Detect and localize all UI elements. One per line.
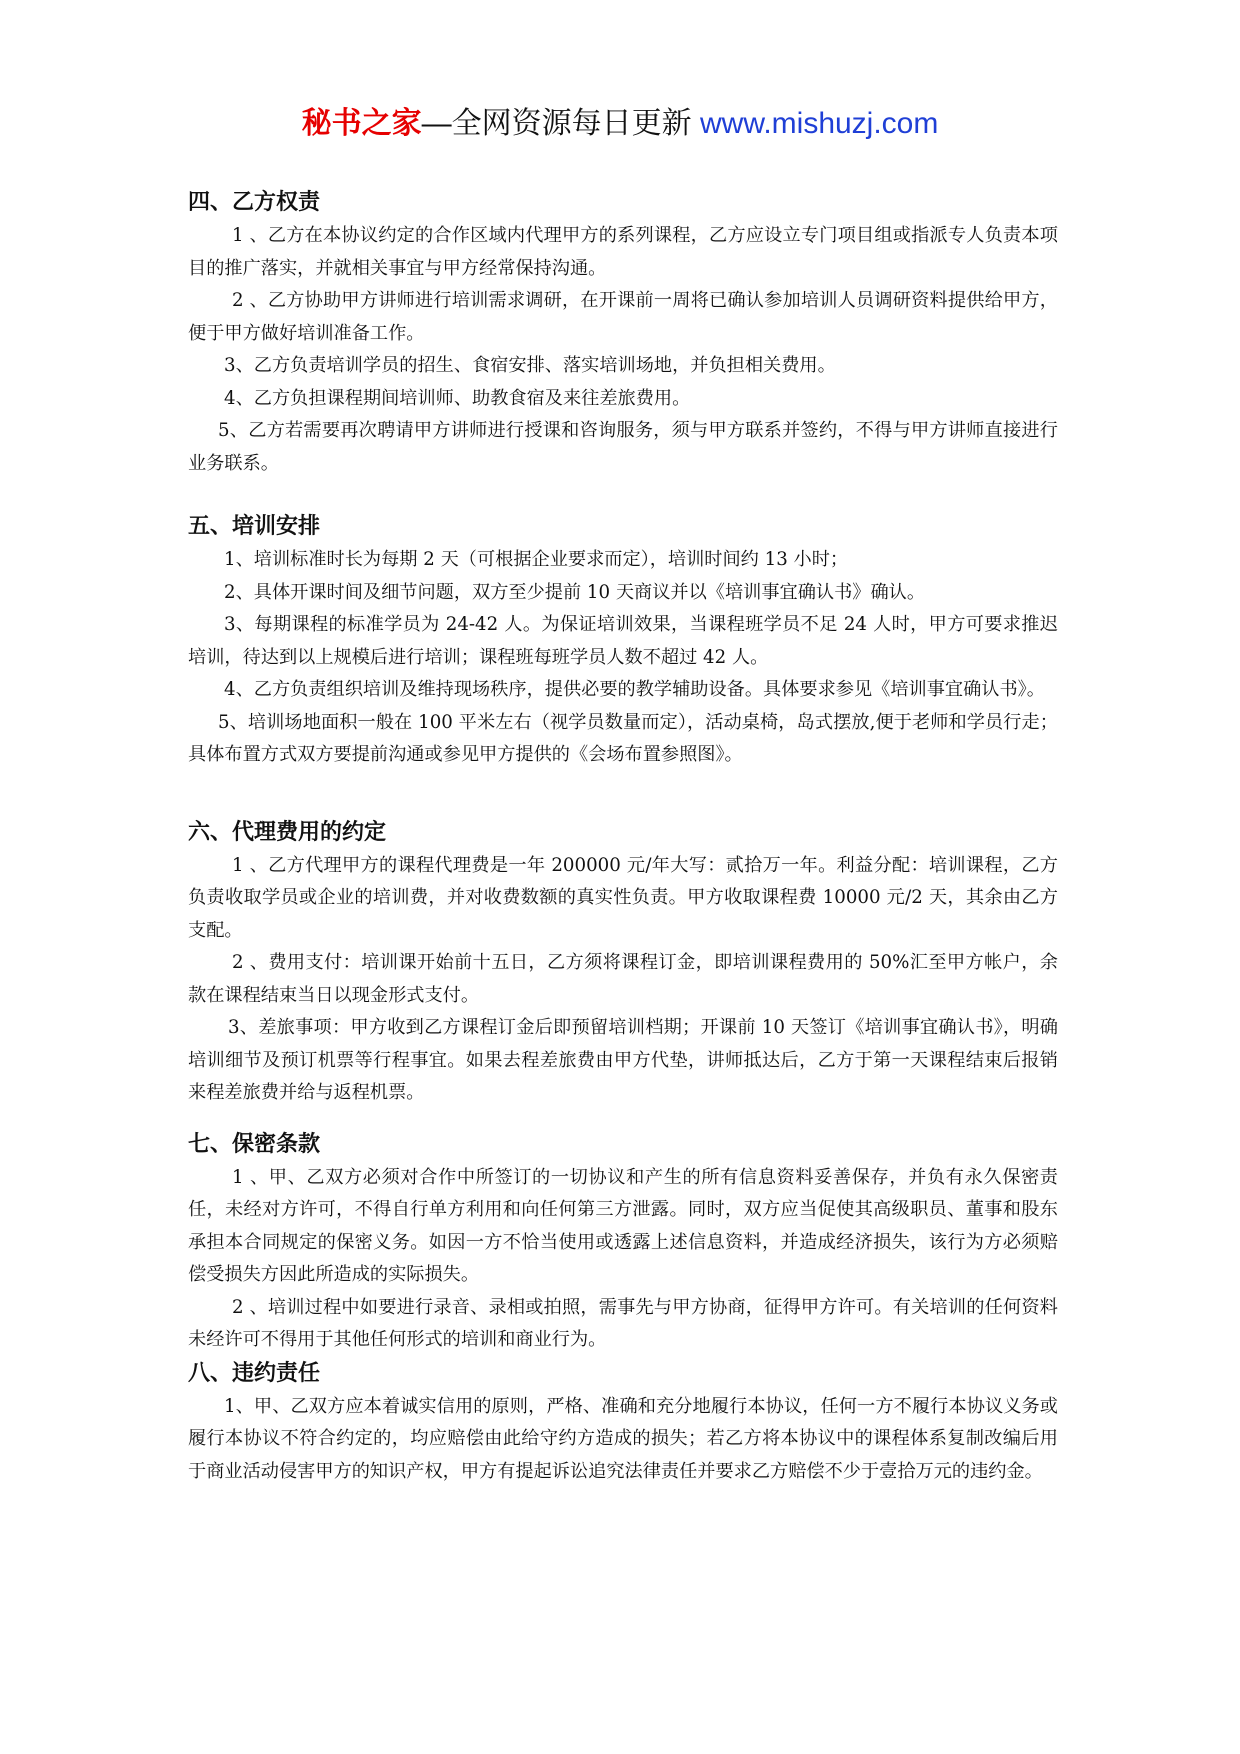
clause-paragraph: 3、乙方负责培训学员的招生、食宿安排、落实培训场地，并负担相关费用。 — [224, 355, 836, 376]
section-spacer — [188, 772, 1058, 816]
section-title-fees: 六、代理费用的约定 — [188, 819, 387, 845]
clause-paragraph: 2 、培训过程中如要进行录音、录相或拍照，需事先与甲方协商，征得甲方许可。有关培训的任何资料未经许可不得用于其他任何形式的培训和商业行为。 — [188, 1296, 1058, 1350]
section-title-liability: 八、违约责任 — [188, 1360, 321, 1386]
section-spacer — [188, 480, 1058, 510]
clause-paragraph: 3、差旅事项：甲方收到乙方课程订金后即预留培训档期；开课前 10 天签订《培训事宜确认书》，明确培训细节及预订机票等行程事宜。如果去程差旅费由甲方代垫，讲师抵达后，乙方于第一天课程结束后报销来程差旅费并给与返程机票。 — [188, 1017, 1058, 1103]
clause-paragraph: 1 、乙方在本协议约定的合作区域内代理甲方的系列课程，乙方应设立专门项目组或指派专人负责本项目的推广落实，并就相关事宜与甲方经常保持沟通。 — [188, 225, 1058, 279]
clause-paragraph: 5、乙方若需要再次聘请甲方讲师进行授课和咨询服务，须与甲方联系并签约，不得与甲方讲师直接进行业务联系。 — [188, 420, 1058, 474]
clause-paragraph: 2 、费用支付：培训课开始前十五日，乙方须将课程订金，即培训课程费用的 50%汇至甲方帐户，余款在课程结束当日以现金形式支付。 — [188, 952, 1058, 1006]
clause-paragraph: 3、每期课程的标准学员为 24-42 人。为保证培训效果，当课程班学员不足 24 人时，甲方可要求推迟培训，待达到以上规模后进行培训；课程班每班学员人数不超过 42 人。 — [188, 614, 1058, 668]
clause-paragraph: 4、乙方负担课程期间培训师、助教食宿及来往差旅费用。 — [224, 387, 691, 409]
site-url-link[interactable]: www.mishuzj.com — [699, 107, 939, 140]
clause-paragraph: 1、培训标准时长为每期 2 天（可根据企业要求而定），培训时间约 13 小时； — [224, 549, 849, 570]
clause-paragraph: 1 、甲、乙双方必须对合作中所签订的一切协议和产生的所有信息资料妥善保存，并负有永久保密责任，未经对方许可，不得自行单方利用和向任何第三方泄露。同时，双方应当促使其高级职员、董事和股东承担本合同规定的保密义务。如因一方不恰当使用或透露上述信息资料，并造成经济损失，该行为方必须赔偿受损失方因此所造成的实际损失。 — [188, 1166, 1058, 1285]
section-title-confidentiality: 七、保密条款 — [188, 1131, 321, 1157]
section-title-rights: 四、乙方权责 — [188, 190, 321, 215]
document-body — [188, 186, 1058, 1488]
banner-slogan: —全网资源每日更新 — [421, 107, 692, 140]
clause-paragraph: 4、乙方负责组织培训及维持现场秩序，提供必要的教学辅助设备。具体要求参见《培训事宜确认书》。 — [224, 679, 1045, 700]
section-spacer — [188, 1110, 1058, 1128]
site-banner — [0, 104, 1240, 144]
clause-paragraph: 1 、乙方代理甲方的课程代理费是一年 200000 元/年大写：贰拾万一年。利益分配：培训课程，乙方负责收取学员或企业的培训费，并对收费数额的真实性负责。甲方收取课程费 10000 元/2 天，其余由乙方支配。 — [188, 854, 1058, 941]
brand-name: 秘书之家 — [301, 107, 422, 140]
section-title-training: 五、培训安排 — [188, 514, 321, 539]
clause-paragraph: 5、培训场地面积一般在 100 平米左右（视学员数量而定），活动桌椅，岛式摆放,便于老师和学员行走；具体布置方式双方要提前沟通或参见甲方提供的《会场布置参照图》。 — [188, 711, 1058, 765]
clause-paragraph: 1、甲、乙双方应本着诚实信用的原则，严格、准确和充分地履行本协议，任何一方不履行本协议义务或履行本协议不符合约定的，均应赔偿由此给守约方造成的损失；若乙方将本协议中的课程体系复制改编后用于商业活动侵害甲方的知识产权，甲方有提起诉讼追究法律责任并要求乙方赔偿不少于壹拾万元的违约金。 — [188, 1395, 1058, 1482]
clause-paragraph: 2 、乙方协助甲方讲师进行培训需求调研，在开课前一周将已确认参加培训人员调研资料提供给甲方，便于甲方做好培训准备工作。 — [188, 290, 1058, 344]
clause-paragraph: 2、具体开课时间及细节问题，双方至少提前 10 天商议并以《培训事宜确认书》确认。 — [224, 581, 926, 603]
